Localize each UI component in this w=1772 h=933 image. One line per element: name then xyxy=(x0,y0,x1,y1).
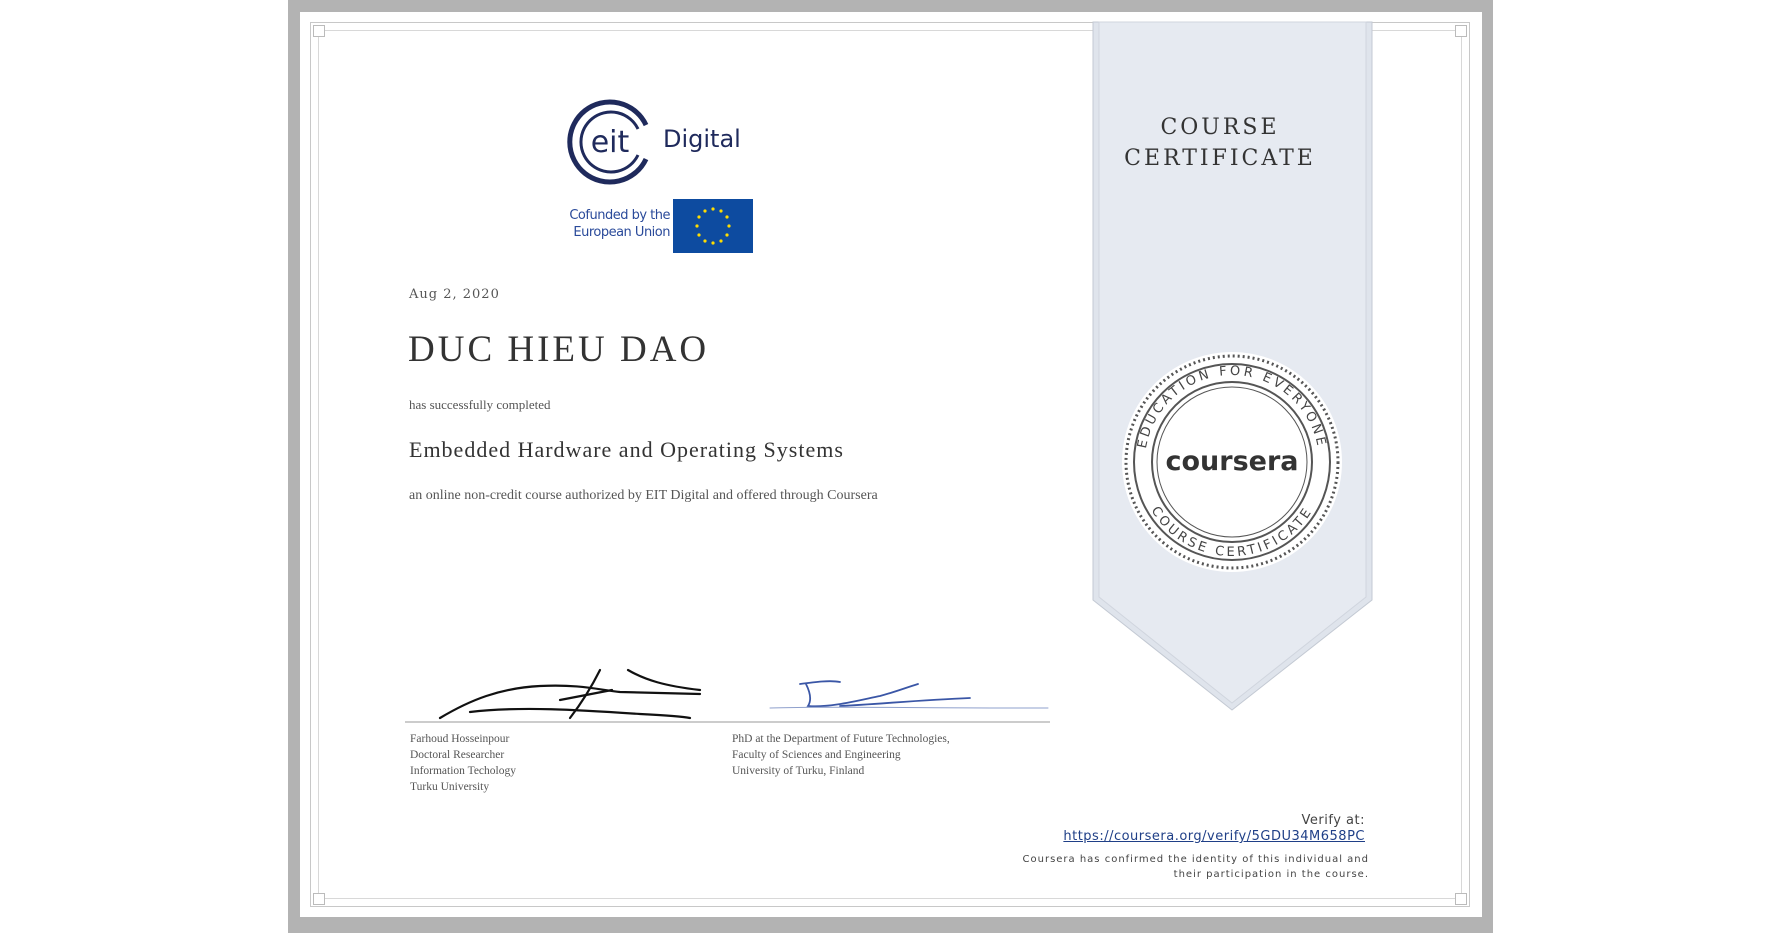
verify-label: Verify at: xyxy=(1301,813,1365,828)
coursera-wordmark: coursera xyxy=(1165,446,1299,477)
ribbon-title: COURSE CERTIFICATE xyxy=(1124,115,1316,171)
svg-text:EDUCATION FOR EVERYONE: EDUCATION FOR EVERYONE xyxy=(1135,363,1329,450)
signatory-2-details: PhD at the Department of Future Technologies, Faculty of Sciences and Engineering University of Turku, Finland xyxy=(732,733,950,777)
eit-digital-wordmark: Digital xyxy=(663,125,741,153)
svg-text:COURSE CERTIFICATE: COURSE CERTIFICATE xyxy=(1147,503,1317,561)
svg-text:eit: eit xyxy=(590,125,630,160)
signatory-1-details: Farhoud Hosseinpour Doctoral Researcher Information Techology Turku University xyxy=(410,733,516,793)
signature-1 xyxy=(440,670,700,718)
recipient-name: DUC HIEU DAO xyxy=(408,329,710,370)
course-title: Embedded Hardware and Operating Systems xyxy=(409,437,844,462)
completion-statement: has successfully completed xyxy=(409,397,551,412)
cofunded-text: Cofunded by the European Union xyxy=(569,208,670,240)
course-description: an online non-credit course authorized by EIT Digital and offered through Coursera xyxy=(409,488,878,503)
verify-link[interactable]: https://coursera.org/verify/5GDU34M658PC xyxy=(1063,829,1365,844)
issue-date: Aug 2, 2020 xyxy=(409,287,500,302)
signature-2 xyxy=(770,681,1048,708)
identity-confirmation: Coursera has confirmed the identity of this individual and their participation in the course. xyxy=(1022,854,1369,880)
